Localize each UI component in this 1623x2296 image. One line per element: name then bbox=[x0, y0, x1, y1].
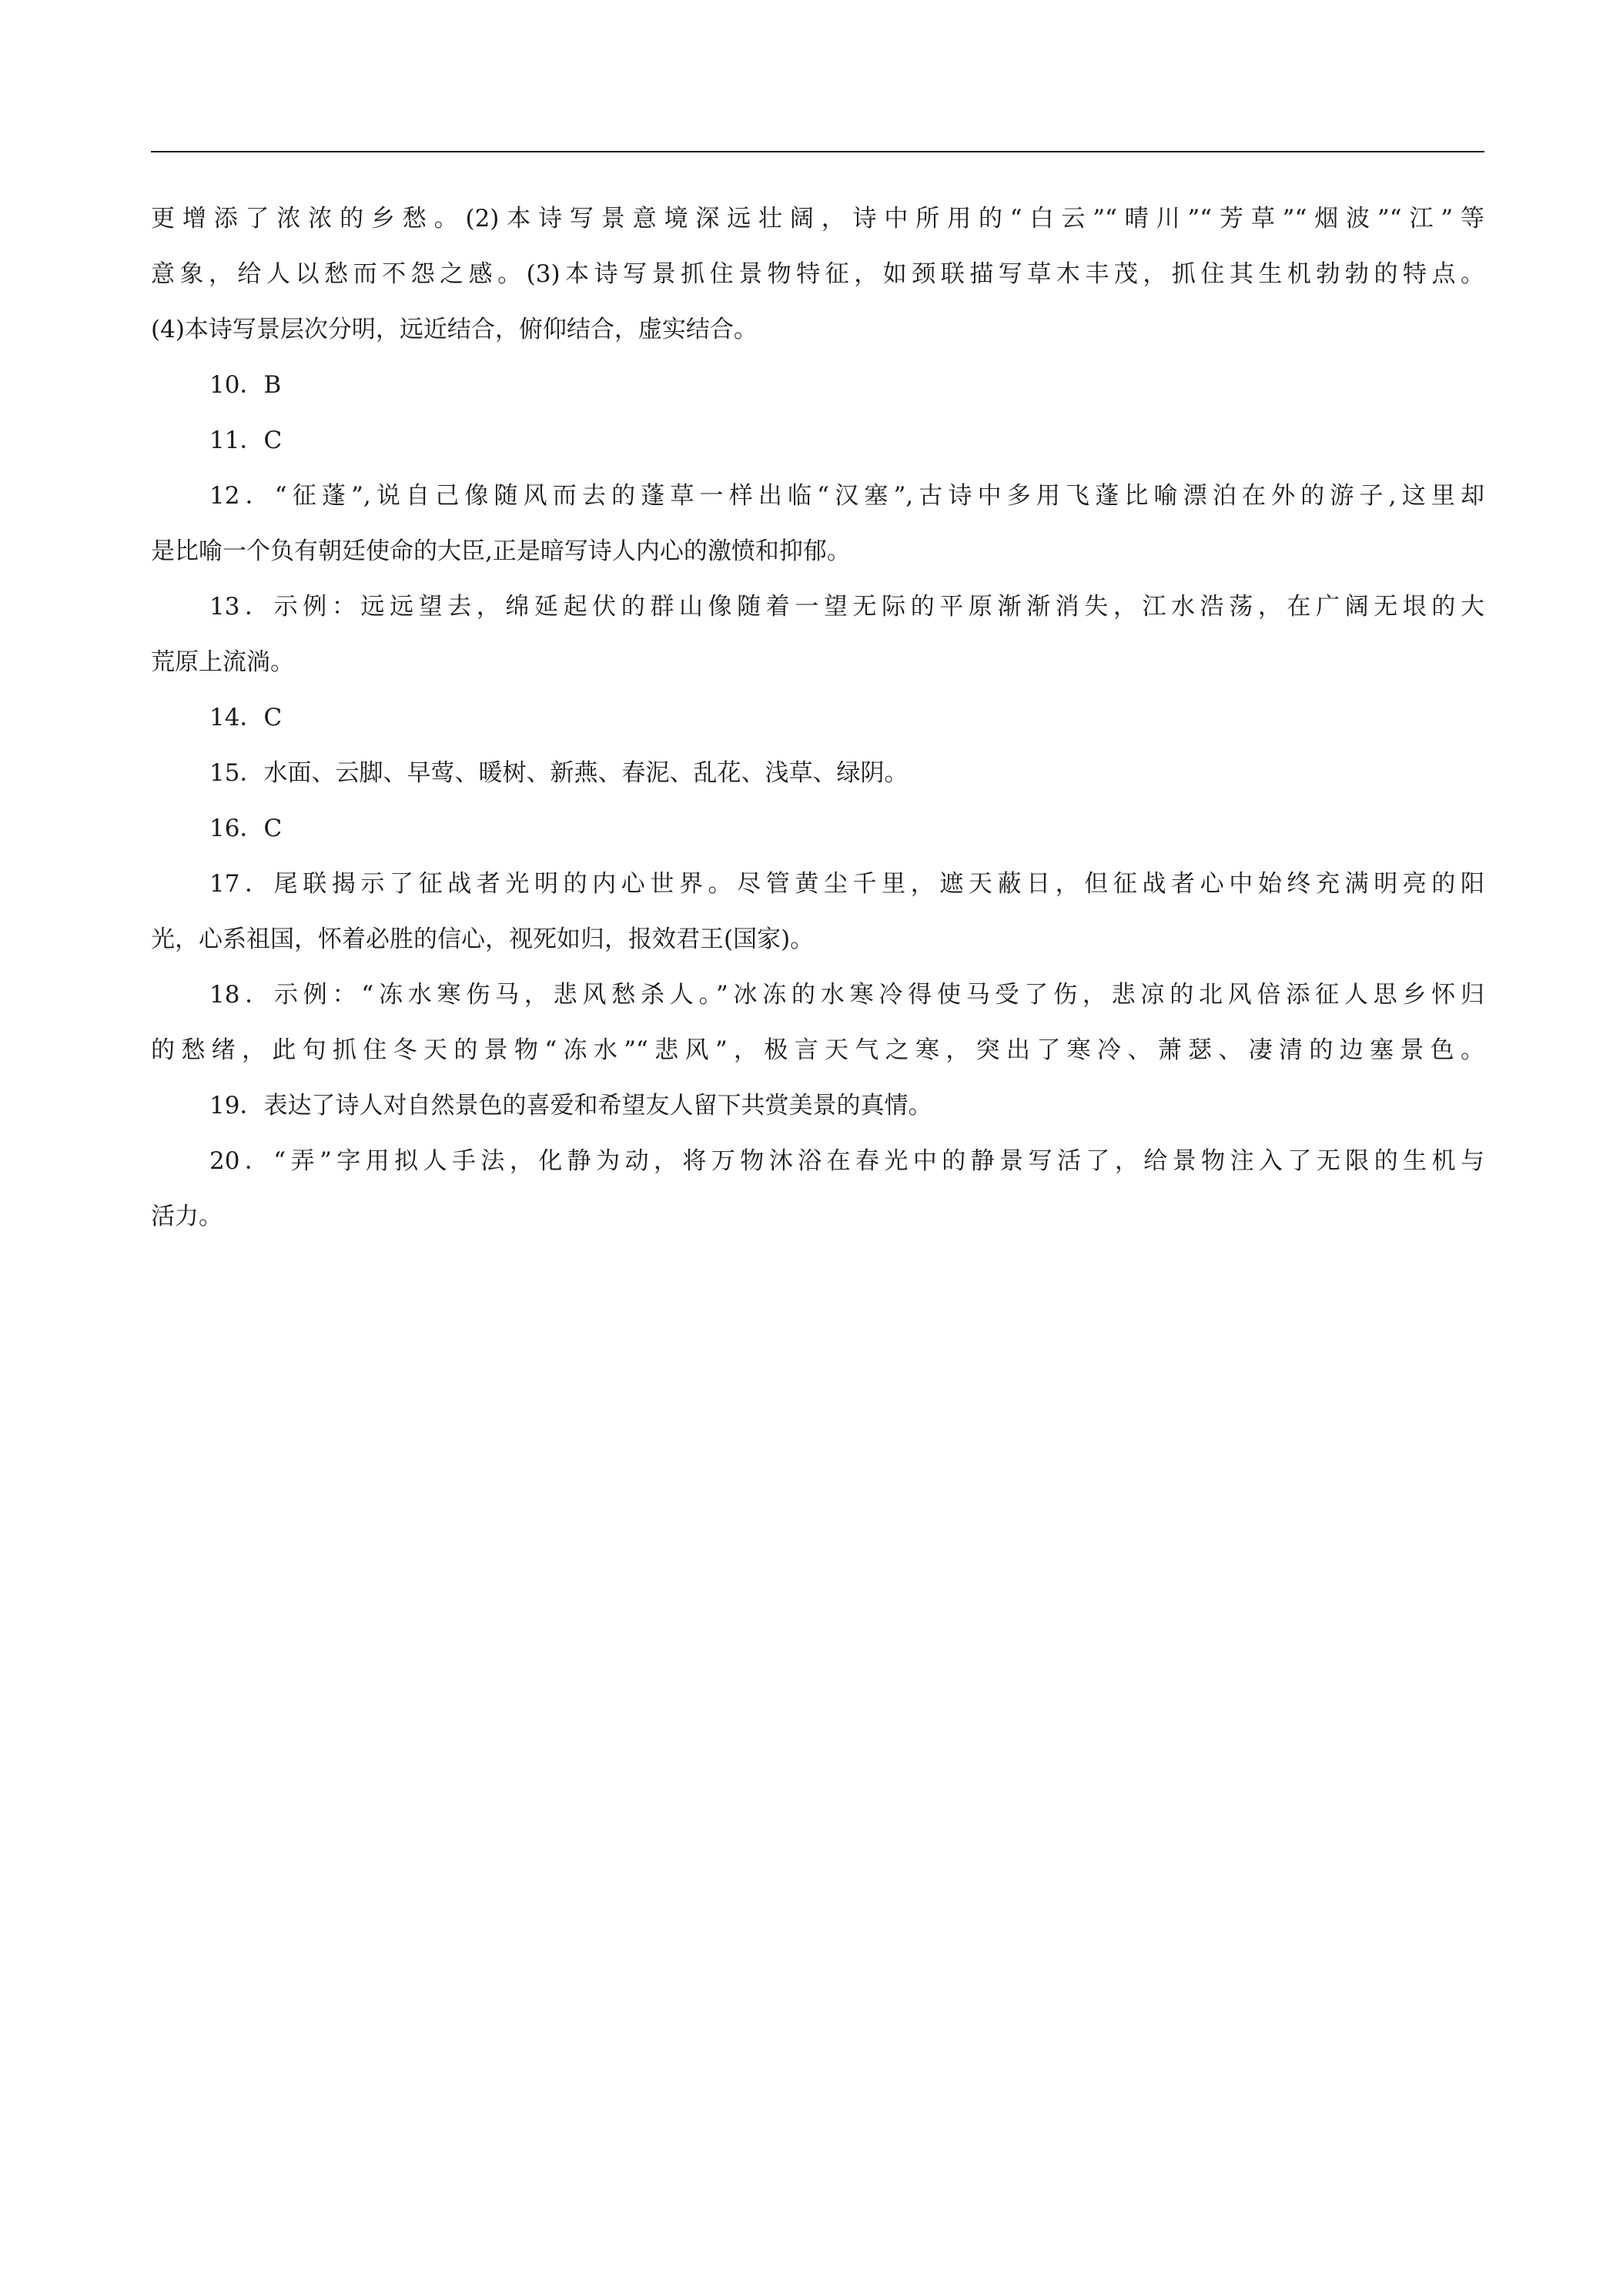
answer-item: 18．示例：“冻水寒伤马，悲风愁杀人。”冰冻的水寒冷得使马受了伤，悲凉的北风倍添征人思乡怀归 bbox=[209, 981, 1484, 1009]
answer-item: 14．C bbox=[209, 704, 283, 731]
text-line: 更增添了浓浓的乡愁。(2)本诗写景意境深远壮阔，诗中所用的“白云”“晴川”“芳草”“烟波”“江”等 bbox=[151, 205, 1484, 233]
answer-item: 10．B bbox=[209, 371, 282, 399]
answer-text-body bbox=[151, 191, 1484, 1244]
answer-item: 19．表达了诗人对自然景色的喜爱和希望友人留下共赏美景的真情。 bbox=[209, 1092, 932, 1120]
answer-item: 16．C bbox=[209, 815, 283, 842]
text-line: 的愁绪，此句抓住冬天的景物“冻水”“悲风”，极言天气之寒，突出了寒冷、萧瑟、凄清的边塞景色。 bbox=[151, 1036, 1484, 1064]
text-line: 是比喻一个负有朝廷使命的大臣,正是暗写诗人内心的激愤和抑郁。 bbox=[151, 537, 851, 565]
answer-item: 17．尾联揭示了征战者光明的内心世界。尽管黄尘千里，遮天蔽日，但征战者心中始终充满明亮的阳 bbox=[209, 870, 1484, 898]
text-line: 活力。 bbox=[151, 1203, 223, 1230]
text-line: 光，心系祖国，怀着必胜的信心，视死如归，报效君王(国家)。 bbox=[151, 925, 815, 953]
text-line: 意象，给人以愁而不怨之感。(3)本诗写景抓住景物特征，如颈联描写草木丰茂，抓住其生机勃勃的特点。 bbox=[151, 260, 1484, 288]
text-line: (4)本诗写景层次分明，远近结合，俯仰结合，虚实结合。 bbox=[151, 316, 758, 343]
answer-item: 13．示例：远远望去，绵延起伏的群山像随着一望无际的平原渐渐消失，江水浩荡，在广阔无垠的大 bbox=[209, 593, 1484, 621]
header-rule bbox=[151, 151, 1484, 152]
answer-item: 20．“弄”字用拟人手法，化静为动，将万物沐浴在春光中的静景写活了，给景物注入了无限的生机与 bbox=[209, 1147, 1484, 1175]
answer-item: 11．C bbox=[209, 427, 283, 454]
answer-item: 15．水面、云脚、早莺、暖树、新燕、春泥、乱花、浅草、绿阴。 bbox=[209, 759, 909, 787]
answer-item: 12．“征蓬”,说自己像随风而去的蓬草一样出临“汉塞”,古诗中多用飞蓬比喻漂泊在外的游子,这里却 bbox=[209, 482, 1484, 510]
text-line: 荒原上流淌。 bbox=[151, 648, 294, 676]
